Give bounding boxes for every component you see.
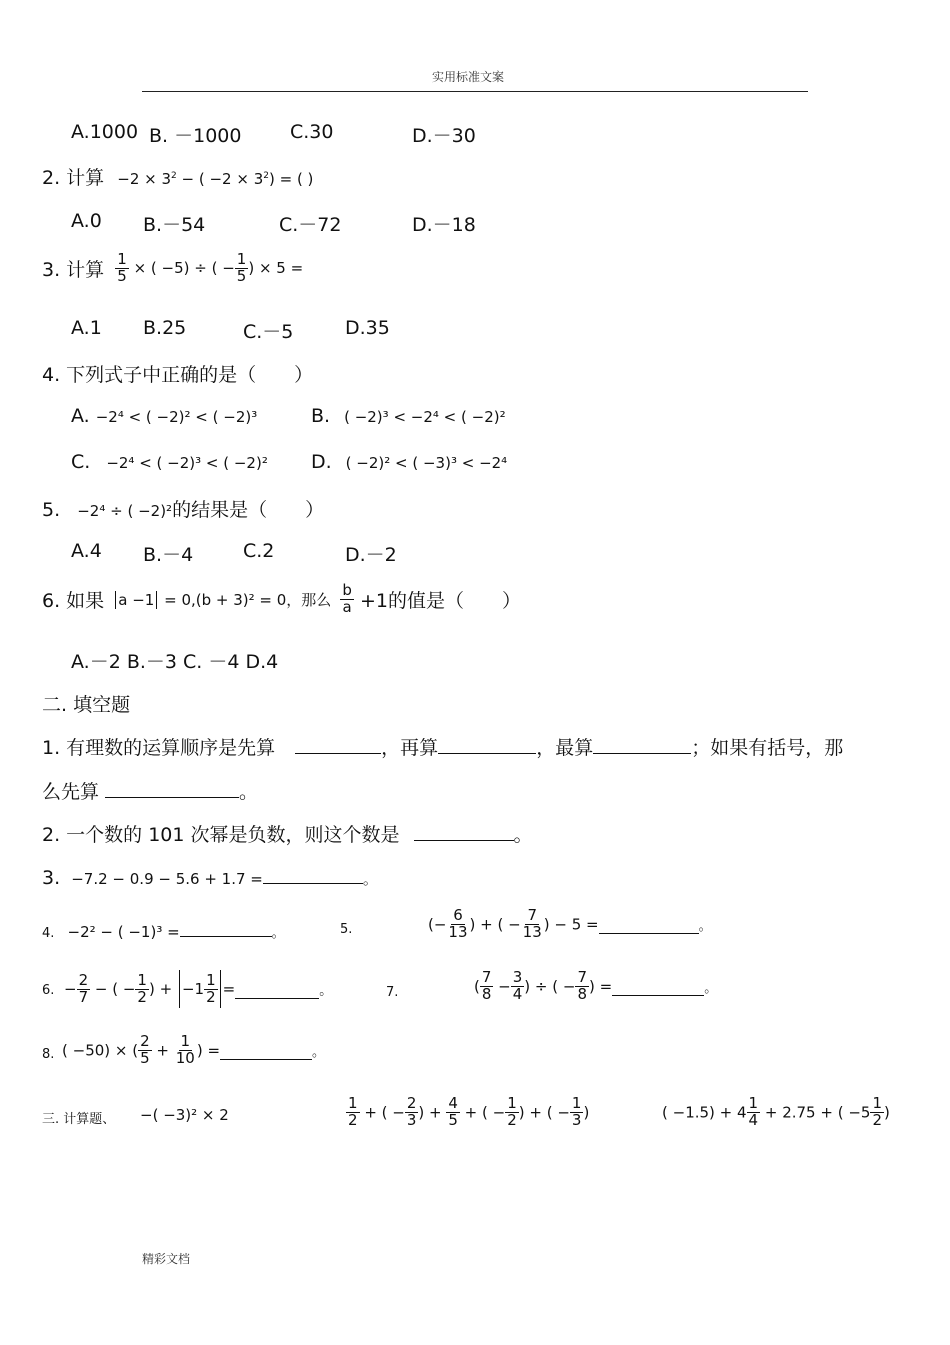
q4-option-d: D. ( −2)² < ( −3)³ < −2⁴ <box>311 451 508 473</box>
question-5: 5. −2⁴ ÷ ( −2)²的结果是（ ） <box>42 499 325 521</box>
q1-option-b: B. －1000 <box>149 125 242 147</box>
calc-1: −( −3)² × 2 <box>140 1106 229 1124</box>
q5-option-a: A.4 <box>71 540 102 562</box>
fill-8-expression: ( −50) × ( $\frac{2}{5}$ + $\frac{1}{10}$ ) = 。 <box>62 1032 326 1067</box>
q6-options: A.－2 B.－3 C. －4 D.4 <box>71 651 279 673</box>
calc-3: ( −1.5) + 4 $\frac{1}{4}$ + 2.75 + ( −5 $\frac{1}{2}$ ) <box>662 1094 890 1129</box>
q3-expression: $\frac{1}{5}$ × ( −5) ÷ ( − $\frac{1}{5}$ ) × 5 = <box>117 250 304 285</box>
page-header: 实用标准文案 <box>432 70 505 84</box>
q3-option-b: B.25 <box>143 317 187 339</box>
fill-1-line-2: 么先算 。 <box>42 781 259 803</box>
q1-option-c: C.30 <box>290 121 334 143</box>
q2-option-b: B.－54 <box>143 214 206 236</box>
fill-7-label: 7. <box>386 985 399 1000</box>
q3-option-a: A.1 <box>71 317 102 339</box>
fill-7-expression: ( $\frac{7}{8}$ − $\frac{3}{4}$ ) ÷ ( − $\frac{7}{8}$ ) = 。 <box>474 968 718 1003</box>
q2-expression: $-2 \times 3^2$ − ( $-2 \times 3^2$) = ( ) <box>117 170 314 188</box>
q4-option-b: B. ( −2)³ < −2⁴ < ( −2)² <box>311 405 506 427</box>
fill-3: 3. −7.2 − 0.9 − 5.6 + 1.7 = 。 <box>42 867 378 889</box>
q1-option-a: A.1000 <box>71 121 139 143</box>
q1-option-d: D.－30 <box>412 125 476 147</box>
q2-option-d: D.－18 <box>412 214 476 236</box>
page-footer: 精彩文档 <box>142 1252 191 1266</box>
q3-label: 3. 计算 <box>42 258 105 281</box>
q5-option-d: D.－2 <box>345 544 397 566</box>
fill-4: 4. −2² − ( −1)³ = 。 <box>42 918 285 941</box>
q5-option-c: C.2 <box>243 540 275 562</box>
fill-6-expression: − $\frac{2}{7}$ − ( − $\frac{1}{2}$ ) + −1 $\frac{1}{2}$ = 。 <box>64 970 332 1008</box>
fill-8-label: 8. <box>42 1047 55 1062</box>
fill-5-label: 5. <box>340 922 353 937</box>
fill-5-expression: (− $\frac{6}{13}$ ) + ( − $\frac{7}{13}$ ) − 5 = 。 <box>428 906 712 941</box>
section-3-title: 三. 计算题、 <box>42 1112 116 1127</box>
fill-2: 2. 一个数的 101 次幂是负数，则这个数是 。 <box>42 824 533 846</box>
q3-option-c: C.－5 <box>243 321 294 343</box>
q2-label: 2. 计算 <box>42 167 105 189</box>
question-3 <box>42 252 303 285</box>
calc-2: $\frac{1}{2}$ + ( − $\frac{2}{3}$ ) + $\frac{4}{5}$ + ( − $\frac{1}{2}$ ) + ( − $\frac{1}{3}$ ) <box>348 1094 590 1129</box>
question-2 <box>42 163 313 190</box>
q2-option-c: C.－72 <box>279 214 342 236</box>
q4-option-a: A. −2⁴ < ( −2)² < ( −2)³ <box>71 405 258 427</box>
q3-option-d: D.35 <box>345 317 390 339</box>
fill-6-label: 6. <box>42 983 55 998</box>
q5-option-b: B.－4 <box>143 544 194 566</box>
header-divider <box>142 91 808 92</box>
q4-label: 4. 下列式子中正确的是（ ） <box>42 364 314 386</box>
q2-option-a: A.0 <box>71 210 102 232</box>
q4-option-c: C. −2⁴ < ( −2)³ < ( −2)² <box>71 451 268 473</box>
question-6: 6. 如果 a −1 = 0,(b + 3)² = 0，那么 $\frac{b}{a}$ +1的值是（ ） <box>42 581 521 616</box>
fill-1-line-1: 1. 有理数的运算顺序是先算 ，再算 ，最算 ；如果有括号，那 <box>42 737 844 759</box>
section-2-title: 二. 填空题 <box>42 694 131 716</box>
